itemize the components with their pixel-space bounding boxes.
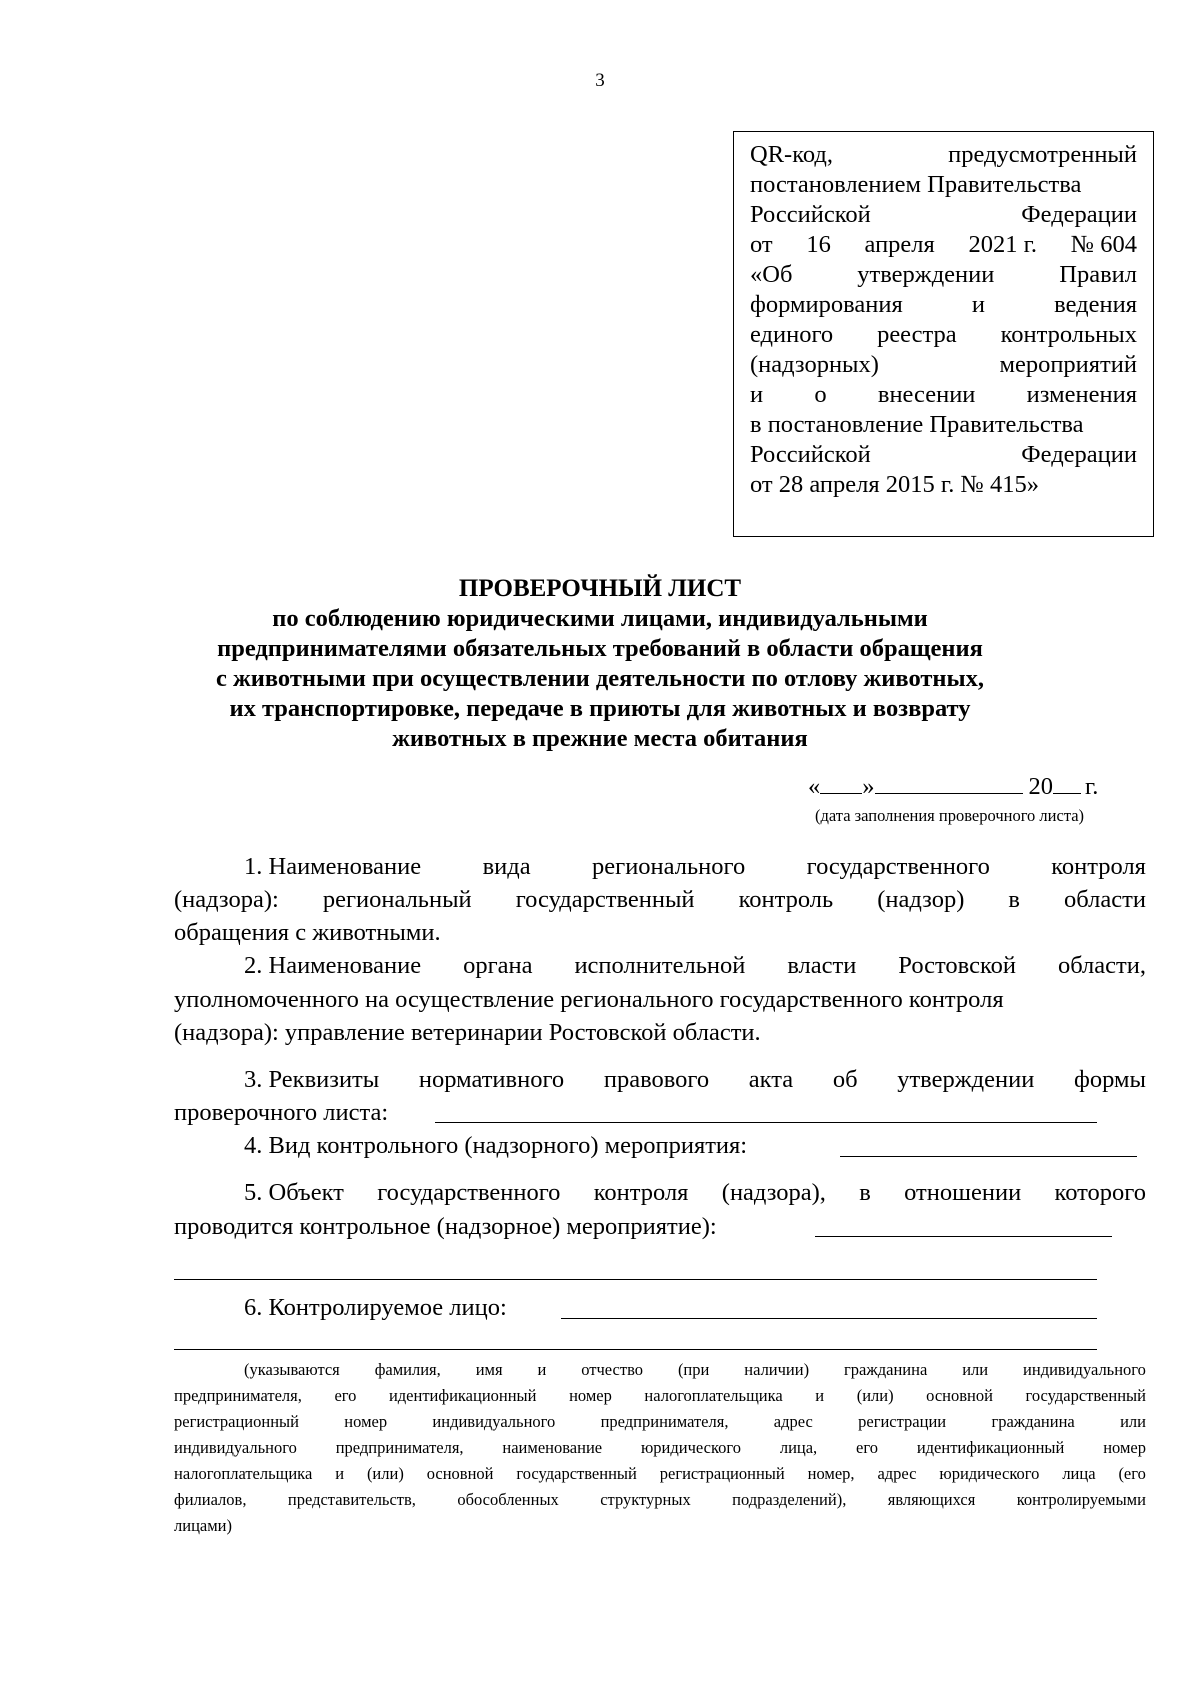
date-open-quote: «: [808, 773, 821, 800]
word: предпринимателя,: [600, 1412, 729, 1431]
word: № 604: [1070, 231, 1137, 258]
word: органа: [463, 952, 533, 979]
word: индивидуального: [432, 1412, 556, 1431]
word: основной: [426, 1464, 494, 1483]
word: контролируемыми: [1016, 1490, 1146, 1509]
item6-blank[interactable]: [561, 1318, 1097, 1319]
word: гражданина: [991, 1412, 1075, 1431]
word: и: [537, 1360, 547, 1379]
word: государственный: [515, 886, 695, 913]
qr-box-line: [750, 170, 1137, 200]
qr-box-line: [750, 470, 1137, 500]
word: правового: [603, 1066, 710, 1093]
word: или: [962, 1360, 989, 1379]
word: предпринимателя,: [335, 1438, 464, 1457]
word: Российской: [750, 201, 871, 228]
word: утверждении: [857, 261, 995, 288]
day-blank[interactable]: [820, 771, 862, 794]
year-blank[interactable]: [1053, 771, 1081, 794]
word: реестра: [877, 321, 957, 348]
word: контроля: [1051, 853, 1146, 880]
word: об: [832, 1066, 858, 1093]
word: юридического: [939, 1464, 1040, 1483]
document-title-block: [0, 574, 1200, 754]
word: юридического: [640, 1438, 741, 1457]
word: от 28 апреля 2015 г. № 415»: [750, 471, 1039, 498]
word: налогоплательщика: [174, 1464, 313, 1483]
word: нормативного: [418, 1066, 565, 1093]
item5-line2: проводится контрольное (надзорное) мероприятие):: [174, 1213, 717, 1240]
word: или: [1120, 1412, 1146, 1431]
qr-box-line: [750, 260, 1137, 290]
word: наименование: [502, 1438, 603, 1457]
qr-box-line: [750, 380, 1137, 410]
word: в: [1008, 886, 1020, 913]
word: (или): [856, 1386, 894, 1405]
word: 5. Объект: [244, 1179, 344, 1206]
word: (надзор): [877, 886, 965, 913]
word: (или): [366, 1464, 404, 1483]
word: отчество: [581, 1360, 644, 1379]
title-line: животных в прежние места обитания: [392, 725, 808, 752]
word: Ростовской: [898, 952, 1016, 979]
word: являющихся: [887, 1490, 976, 1509]
word: в постановление Правительства: [750, 411, 1084, 438]
word: апреля: [864, 231, 935, 258]
qr-box-line: [750, 290, 1137, 320]
word: формы: [1074, 1066, 1146, 1093]
page-number: 3: [595, 70, 605, 91]
footnote-line2: [174, 1385, 1146, 1407]
fill-date-line: [808, 771, 1098, 801]
document-title: ПРОВЕРОЧНЫЙ ЛИСТ: [458, 575, 742, 602]
word: изменения: [1026, 381, 1137, 408]
footnote-line1: [244, 1359, 1146, 1381]
item3-line2: проверочного листа:: [174, 1099, 389, 1126]
qr-box-line: [750, 410, 1137, 440]
year-prefix: 20: [1028, 773, 1053, 800]
qr-box-line: [750, 200, 1137, 230]
word: (надзора):: [174, 886, 279, 913]
word: в: [859, 1179, 871, 1206]
word: номер: [569, 1386, 612, 1405]
item5-line1: [244, 1177, 1146, 1209]
item3-line1: [244, 1064, 1146, 1096]
word: 2. Наименование: [244, 952, 422, 979]
word: идентификационный: [916, 1438, 1065, 1457]
word: регистрационный: [659, 1464, 785, 1483]
word: идентификационный: [388, 1386, 537, 1405]
word: лица: [1062, 1464, 1096, 1483]
word: от: [750, 231, 773, 258]
item5-blank-continued[interactable]: [174, 1279, 1097, 1280]
word: регистрационный: [174, 1412, 299, 1431]
word: 16: [806, 231, 831, 258]
month-blank[interactable]: [875, 771, 1023, 794]
item1-line2: [174, 884, 1146, 916]
word: региональный: [322, 886, 472, 913]
word: фамилия,: [374, 1360, 441, 1379]
word: 1. Наименование: [244, 853, 422, 880]
item2-line3: (надзора): управление ветеринарии Ростовской области.: [174, 1019, 761, 1046]
title-line: по соблюдению юридическими лицами, индивидуальными: [272, 605, 928, 632]
qr-box-line: [750, 440, 1137, 470]
title-line: их транспортировке, передаче в приюты для животных и возврату: [229, 695, 971, 722]
word: предусмотренный: [948, 141, 1137, 168]
qr-box-line: [750, 320, 1137, 350]
word: и: [971, 291, 986, 318]
date-caption: (дата заполнения проверочного листа): [815, 806, 1085, 825]
word: государственный: [1025, 1386, 1146, 1405]
footnote-line5: [174, 1463, 1146, 1485]
title-line: предпринимателями обязательных требований в области обращения: [217, 635, 983, 662]
word: наличии): [744, 1360, 810, 1379]
word: индивидуального: [1023, 1360, 1146, 1379]
word: регионального: [592, 853, 746, 880]
word: Федерации: [1021, 441, 1137, 468]
word: имя: [475, 1360, 503, 1379]
word: номер: [344, 1412, 388, 1431]
word: подразделений),: [732, 1490, 847, 1509]
word: о: [814, 381, 827, 408]
item4-blank[interactable]: [840, 1156, 1137, 1157]
word: 3. Реквизиты: [244, 1066, 380, 1093]
item2-line1: [244, 950, 1146, 982]
word: которого: [1054, 1179, 1146, 1206]
word: мероприятий: [999, 351, 1137, 378]
footnote-line3: [174, 1411, 1146, 1433]
word: Правил: [1059, 261, 1137, 288]
item1-line1: [244, 851, 1146, 883]
word: государственный: [516, 1464, 637, 1483]
word: контрольных: [1000, 321, 1137, 348]
word: власти: [787, 952, 857, 979]
footnote-line4: [174, 1437, 1146, 1459]
word: его: [334, 1386, 357, 1405]
word: государственного: [377, 1179, 561, 1206]
word: QR-код,: [750, 141, 833, 168]
word: адрес: [877, 1464, 917, 1483]
word: области: [1064, 886, 1146, 913]
word: регистрации: [858, 1412, 947, 1431]
word: структурных: [600, 1490, 691, 1509]
year-suffix: г.: [1085, 773, 1099, 800]
qr-box-line: [750, 140, 1137, 170]
word: индивидуального: [174, 1438, 297, 1457]
word: адрес: [773, 1412, 813, 1431]
word: Российской: [750, 441, 871, 468]
footnote-rule: [174, 1349, 1097, 1350]
word: 2021 г.: [968, 231, 1038, 258]
item2-line2: уполномоченного на осуществление регионального государственного контроля: [174, 986, 1004, 1013]
word: внесении: [877, 381, 976, 408]
word: его: [856, 1438, 878, 1457]
word: утверждении: [897, 1066, 1035, 1093]
qr-code-notice-box: [733, 131, 1154, 537]
word: (указываются: [244, 1360, 340, 1379]
word: налогоплательщика: [644, 1386, 783, 1405]
word: единого: [750, 321, 834, 348]
word: представительств,: [287, 1490, 416, 1509]
title-line: с животными при осуществлении деятельности по отлову животных,: [215, 665, 985, 692]
word: контроль: [738, 886, 834, 913]
word: обособленных: [457, 1490, 559, 1509]
word: предпринимателя,: [174, 1386, 302, 1405]
word: контроля: [593, 1179, 689, 1206]
word: формирования: [750, 291, 903, 318]
word: гражданина: [844, 1360, 928, 1379]
word: вида: [482, 853, 531, 880]
qr-box-line: [750, 230, 1137, 260]
word: номер,: [807, 1464, 855, 1483]
word: отношении: [904, 1179, 1022, 1206]
word: акта: [748, 1066, 794, 1093]
word: области,: [1057, 952, 1146, 979]
word: (его: [1118, 1464, 1146, 1483]
word: основной: [926, 1386, 993, 1405]
item1-line3: обращения с животными.: [174, 919, 441, 946]
word: и: [750, 381, 764, 408]
item3-blank[interactable]: [435, 1122, 1097, 1123]
word: (надзорных): [750, 351, 879, 378]
qr-box-line: [750, 350, 1137, 380]
footnote-line6: [174, 1489, 1146, 1511]
word: «Об: [750, 261, 793, 288]
word: ведения: [1054, 291, 1137, 318]
word: (надзора),: [721, 1179, 826, 1206]
item4-line1: 4. Вид контрольного (надзорного) мероприятия:: [244, 1132, 748, 1159]
word: Федерации: [1021, 201, 1137, 228]
footnote-line7: лицами): [174, 1516, 232, 1535]
item5-blank[interactable]: [815, 1236, 1112, 1237]
word: и: [815, 1386, 825, 1405]
word: и: [335, 1464, 345, 1483]
item6-line1: 6. Контролируемое лицо:: [244, 1294, 507, 1321]
date-close-quote: »: [862, 773, 875, 800]
word: (при: [677, 1360, 710, 1379]
word: филиалов,: [174, 1490, 247, 1509]
word: лица,: [779, 1438, 818, 1457]
word: постановлением Правительства: [750, 171, 1082, 198]
word: государственного: [806, 853, 990, 880]
word: номер: [1103, 1438, 1146, 1457]
word: исполнительной: [574, 952, 746, 979]
